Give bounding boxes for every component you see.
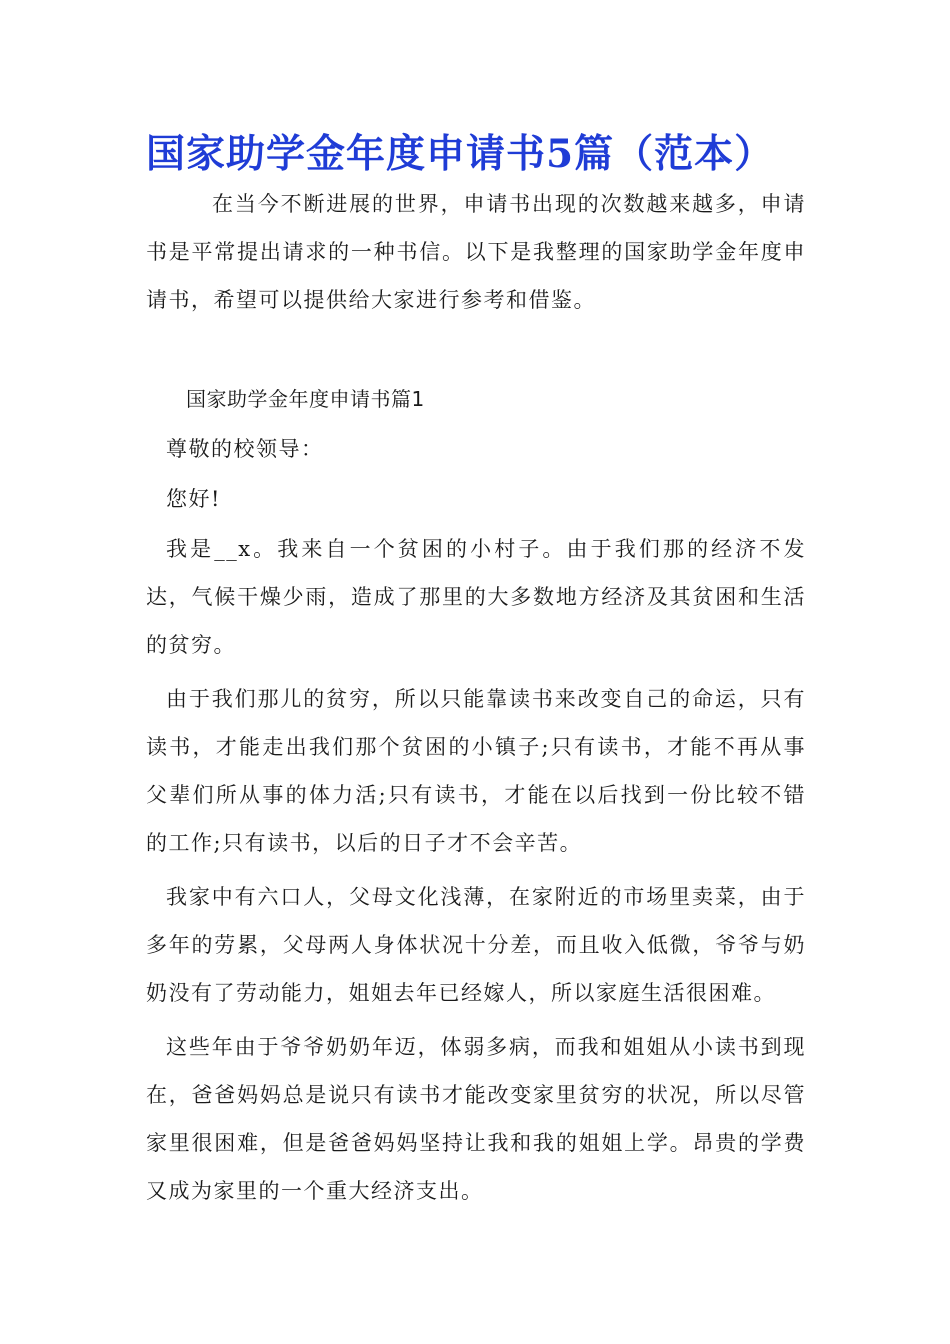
body-paragraph-1: 我是__x。我来自一个贫困的小村子。由于我们那的经济不发达，气候干燥少雨，造成了那里的大多数地方经济及其贫困和生活的贫穷。 [146, 537, 806, 657]
body-paragraph-3: 我家中有六口人，父母文化浅薄，在家附近的市场里卖菜，由于多年的劳累，父母两人身体状况十分差，而且收入低微，爷爷与奶奶没有了劳动能力，姐姐去年已经嫁人，所以家庭生活很困难。 [146, 885, 806, 1005]
body-paragraph-2: 由于我们那儿的贫穷，所以只能靠读书来改变自己的命运，只有读书，才能走出我们那个贫困的小镇子;只有读书，才能不再从事父辈们所从事的体力活;只有读书，才能在以后找到一份比较不错的工作;只有读书，以后的日子才不会辛苦。 [146, 687, 806, 855]
intro-paragraph: 在当今不断进展的世界，申请书出现的次数越来越多，申请书是平常提出请求的一种书信。以下是我整理的国家助学金年度申请书，希望可以提供给大家进行参考和借鉴。 [146, 192, 806, 312]
section-heading: 国家助学金年度申请书篇1 [186, 387, 425, 411]
body-paragraph-4: 这些年由于爷爷奶奶年迈，体弱多病，而我和姐姐从小读书到现在，爸爸妈妈总是说只有读书才能改变家里贫穷的状况，所以尽管家里很困难，但是爸爸妈妈坚持让我和我的姐姐上学。昂贵的学费又成为家里的一个重大经济支出。 [146, 1035, 806, 1203]
greeting: 您好! [166, 487, 221, 511]
salutation: 尊敬的校领导： [166, 437, 324, 461]
document-title: 国家助学金年度申请书5篇（范本） [146, 131, 775, 177]
